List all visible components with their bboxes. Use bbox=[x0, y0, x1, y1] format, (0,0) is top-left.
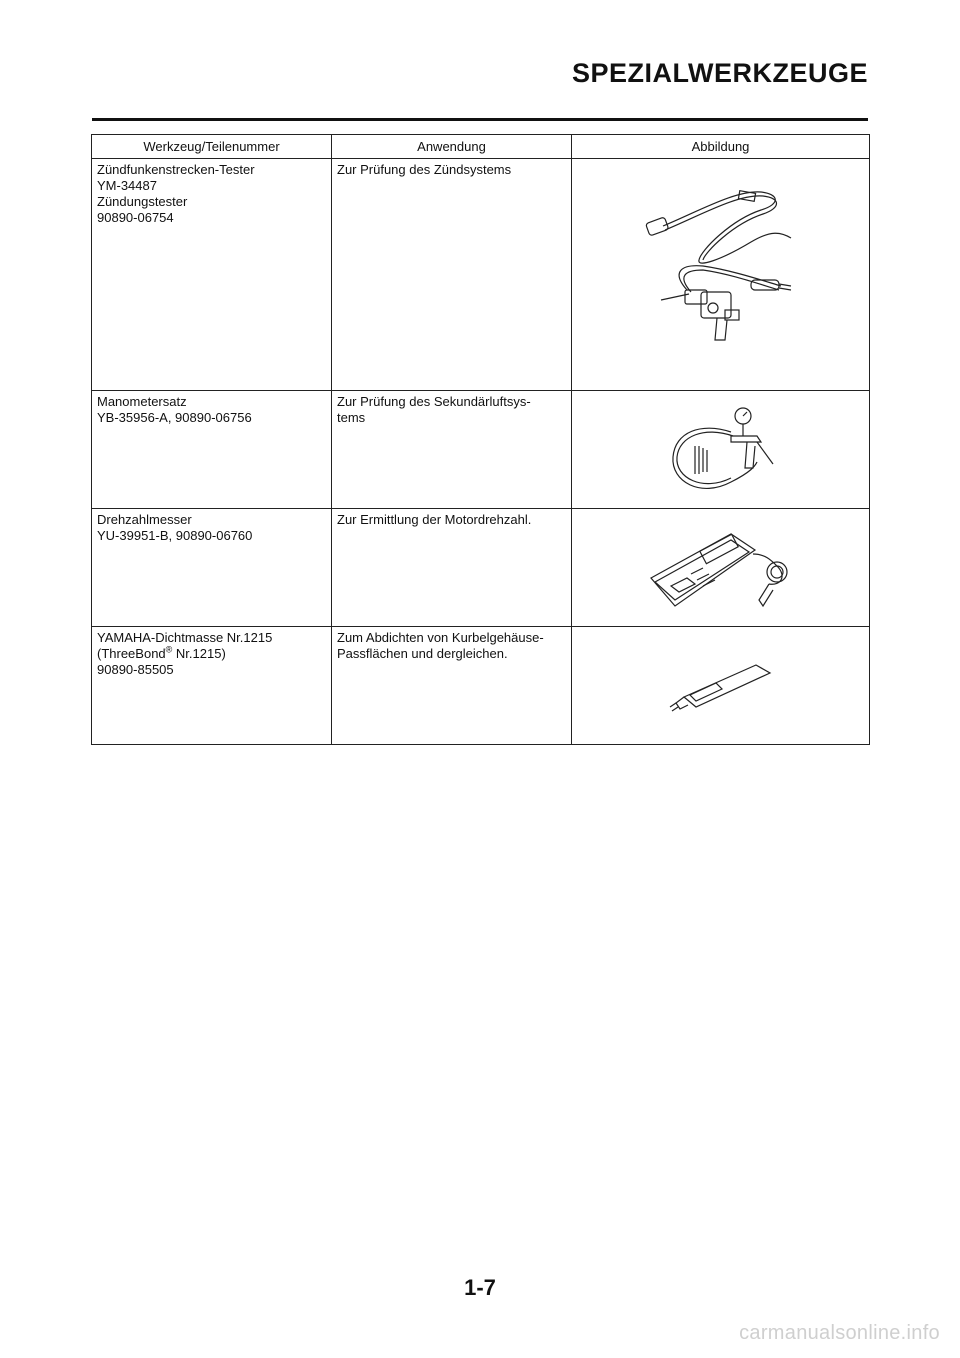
title-divider bbox=[92, 118, 868, 121]
illustration-cell bbox=[572, 509, 870, 627]
sealant-tube-icon bbox=[666, 651, 776, 721]
tool-cell bbox=[92, 391, 332, 509]
brand-number: Nr.1215) bbox=[172, 646, 226, 661]
tachometer-icon bbox=[641, 520, 801, 616]
usage-text: Zur Prüfung des Sekundärluftsys- bbox=[337, 394, 531, 409]
column-header-usage: Anwendung bbox=[332, 135, 572, 159]
watermark: carmanualsonline.info bbox=[739, 1322, 940, 1344]
usage-text: Zur Prüfung des Zündsystems bbox=[337, 162, 512, 177]
illustration-cell bbox=[572, 627, 870, 745]
tool-name: Drehzahlmesser bbox=[97, 512, 192, 527]
tool-brand bbox=[97, 646, 326, 662]
page-title: SPEZIALWERKZEUGE bbox=[571, 58, 868, 88]
tool-name: YAMAHA-Dichtmasse Nr.1215 bbox=[97, 630, 273, 645]
page-number: 1-7 bbox=[464, 1275, 496, 1300]
illustration-cell bbox=[572, 391, 870, 509]
usage-cell bbox=[332, 159, 572, 391]
usage-cell bbox=[332, 627, 572, 745]
table-row bbox=[92, 159, 870, 391]
ignition-tester-icon bbox=[641, 180, 801, 370]
part-number: YM-34487 bbox=[97, 178, 157, 193]
part-number: 90890-06754 bbox=[97, 210, 174, 225]
tool-cell bbox=[92, 509, 332, 627]
tool-cell bbox=[92, 159, 332, 391]
table-row bbox=[92, 627, 870, 745]
tool-name: Zündungstester bbox=[97, 194, 188, 209]
table-header-row bbox=[92, 135, 870, 159]
special-tools-table bbox=[91, 134, 870, 745]
part-number: 90890-85505 bbox=[97, 662, 174, 677]
tool-name: Zündfunkenstrecken-Tester bbox=[97, 162, 255, 177]
column-header-tool: Werkzeug/Teilenummer bbox=[92, 135, 332, 159]
illustration-cell bbox=[572, 159, 870, 391]
tool-cell bbox=[92, 627, 332, 745]
usage-cell bbox=[332, 509, 572, 627]
pressure-gauge-kit-icon bbox=[661, 402, 781, 498]
brand-name: (ThreeBond bbox=[97, 646, 166, 661]
part-number: YB-35956-A, 90890-06756 bbox=[97, 410, 252, 425]
registered-mark: ® bbox=[165, 644, 173, 655]
column-header-illustration: Abbildung bbox=[572, 135, 870, 159]
usage-text: Zur Ermittlung der Motordrehzahl. bbox=[337, 512, 532, 527]
usage-text: Passflächen und dergleichen. bbox=[337, 646, 508, 661]
part-number: YU-39951-B, 90890-06760 bbox=[97, 528, 253, 543]
usage-text: tems bbox=[337, 410, 366, 425]
usage-cell bbox=[332, 391, 572, 509]
table-row bbox=[92, 391, 870, 509]
tool-name: Manometersatz bbox=[97, 394, 187, 409]
table-row bbox=[92, 509, 870, 627]
usage-text: Zum Abdichten von Kurbelgehäuse- bbox=[337, 630, 544, 645]
